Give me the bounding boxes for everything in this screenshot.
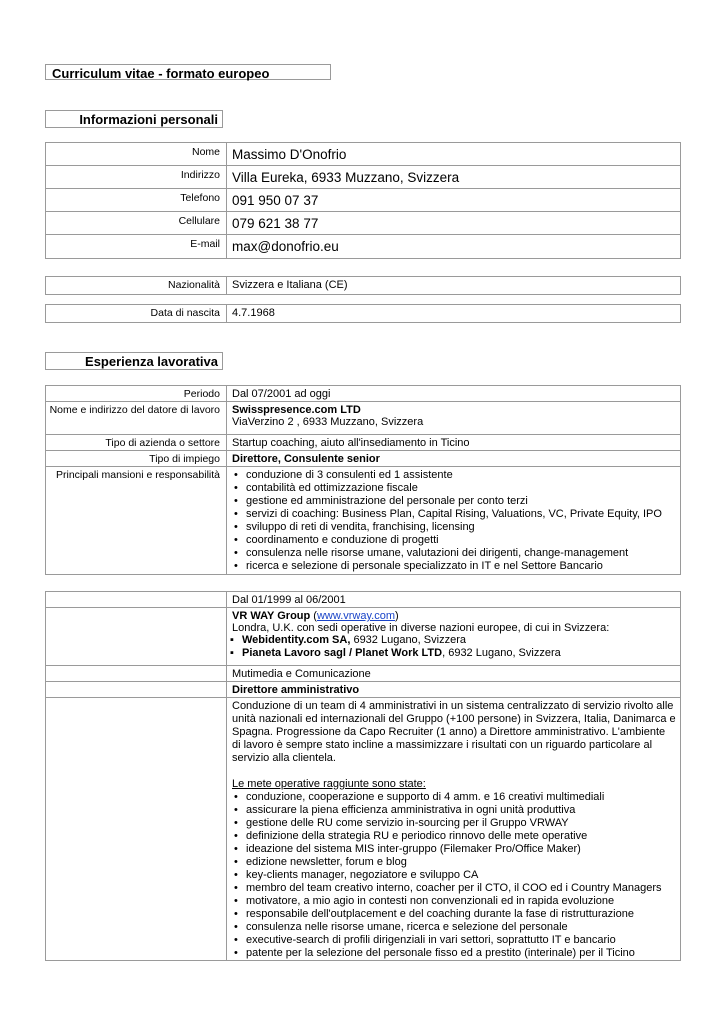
row-label: Tipo di azienda o settore [46, 435, 227, 451]
row-label: Nome [46, 143, 227, 166]
job1-sector-row [46, 435, 681, 451]
personal-row-mobile [46, 212, 681, 235]
job2-goals-list [232, 791, 676, 960]
personal-row-phone [46, 189, 681, 212]
job2-goals-title: Le mete operative raggiunte sono state: [232, 778, 426, 790]
list-item: • conduzione, cooperazione e supporto di 4 amm. e 16 creativi multimediali [246, 791, 676, 804]
list-item: • servizi di coaching: Business Plan, Capital Rising, Valuations, VC, Private Equity, IPO [246, 508, 680, 521]
job2-sector-row [46, 666, 681, 682]
section-heading-experience: Esperienza lavorativa [45, 352, 223, 370]
job1-duties-list [232, 469, 680, 573]
job2-description-row [46, 698, 681, 961]
job1-employer-address: ViaVerzino 2 , 6933 Muzzano, Svizzera [232, 416, 424, 428]
list-item: ▪ Webidentity.com SA, 6932 Lugano, Svizzera [242, 634, 680, 647]
list-item: • contabilità ed ottimizzazione fiscale [246, 482, 680, 495]
list-item: • gestione delle RU come servizio in-sourcing per il Gruppo VRWAY [246, 817, 676, 830]
job1-employer-row [46, 402, 681, 435]
row-label: Periodo [46, 386, 227, 402]
list-item: • sviluppo di reti di vendita, franchising, licensing [246, 521, 680, 534]
row-label: Telefono [46, 189, 227, 212]
job2-type: Direttore amministrativo [227, 682, 681, 698]
list-item: • ideazione del sistema MIS inter-gruppo (Filemaker Pro/Office Maker) [246, 843, 676, 856]
list-item: • patente per la selezione del personale fisso ed a prestito (interinale) per il Ticino [246, 947, 676, 960]
personal-row-address [46, 166, 681, 189]
job2-table [45, 591, 681, 961]
section-heading-personal: Informazioni personali [45, 110, 223, 128]
employer-website-link[interactable]: www.vrway.com [316, 610, 396, 622]
list-item: • responsabile dell'outplacement e del coaching durante la fase di ristrutturazione [246, 908, 676, 921]
job2-branches-list [232, 634, 680, 660]
list-item: • ricerca e selezione di personale specializzato in IT e nel Settore Bancario [246, 560, 680, 573]
job1-type-row [46, 451, 681, 467]
phone-value: 091 950 07 37 [227, 189, 681, 212]
birthdate-label: Data di nascita [46, 305, 227, 323]
address-value: Villa Eureka, 6933 Muzzano, Svizzera [227, 166, 681, 189]
document-title: Curriculum vitae - formato europeo [45, 64, 331, 80]
job2-employer-description: Londra, U.K. con sedi operative in diverse nazioni europee, di cui in Svizzera: [232, 622, 610, 634]
job1-employer-name: Swisspresence.com LTD [232, 404, 361, 416]
list-item: • definizione della strategia RU e periodico rinnovo delle mete operative [246, 830, 676, 843]
job1-sector: Startup coaching, aiuto all'insediamento in Ticino [227, 435, 681, 451]
nationality-label: Nazionalità [46, 277, 227, 295]
job1-period-row [46, 386, 681, 402]
row-label: Cellulare [46, 212, 227, 235]
list-item: • coordinamento e conduzione di progetti [246, 534, 680, 547]
personal-row-name [46, 143, 681, 166]
list-item: • consulenza nelle risorse umane, valutazioni dei dirigenti, change-management [246, 547, 680, 560]
job2-description: Conduzione di un team di 4 amministrativi in un sistema centralizzato di servizio rivolto alle unità nazionali ed internazionali del Gruppo (+100 persone) in Svizzera, Italia, Danimarca e Spagna. Progressione da Capo Recruiter (1 anno) a Direttore amministrativo. L'ambiente di lavoro è sempre stato incline a massimizzare i risultati con un riguardo particolare al servizio alla clientela. [232, 700, 676, 764]
list-item: • conduzione di 3 consulenti ed 1 assistente [246, 469, 680, 482]
job1-table [45, 385, 681, 575]
job2-sector: Mutimedia e Comunicazione [227, 666, 681, 682]
list-item: • gestione ed amministrazione del personale per conto terzi [246, 495, 680, 508]
job2-employer-row: VR WAY Group (www.vrway.com) Londra, U.K. con sedi operative in diverse nazioni europee, di cui in Svizzera: ▪ Webidentity.com SA, 6932 Lugano, Svizzera ▪ Pianeta Lavoro sagl / Planet Work LTD, 6932 Lugano, Svizzera [46, 608, 681, 666]
job2-type-row [46, 682, 681, 698]
personal-row-email [46, 235, 681, 259]
job2-period-row [46, 592, 681, 608]
job2-employer-name: VR WAY Group [232, 610, 311, 622]
birthdate-value: 4.7.1968 [227, 305, 681, 323]
list-item: ▪ Pianeta Lavoro sagl / Planet Work LTD, 6932 Lugano, Svizzera [242, 647, 680, 660]
name-value: Massimo D'Onofrio [227, 143, 681, 166]
row-label: Indirizzo [46, 166, 227, 189]
email-value: max@donofrio.eu [227, 235, 681, 259]
list-item: • motivatore, a mio agio in contesti non convenzionali ed in rapida evoluzione [246, 895, 676, 908]
nationality-table [45, 276, 681, 295]
job2-period: Dal 01/1999 al 06/2001 [227, 592, 681, 608]
nationality-value: Svizzera e Italiana (CE) [227, 277, 681, 295]
list-item: • executive-search di profili dirigenziali in vari settori, soprattutto IT e bancario [246, 934, 676, 947]
list-item: • assicurare la piena efficienza amministrativa in ogni unità produttiva [246, 804, 676, 817]
list-item: • key-clients manager, negoziatore e sviluppo CA [246, 869, 676, 882]
personal-info-table [45, 142, 681, 259]
row-label: Principali mansioni e responsabilità [46, 467, 227, 575]
list-item: • consulenza nelle risorse umane, ricerca e selezione del personale [246, 921, 676, 934]
list-item: • edizione newsletter, forum e blog [246, 856, 676, 869]
row-label: Tipo di impiego [46, 451, 227, 467]
job1-period: Dal 07/2001 ad oggi [227, 386, 681, 402]
row-label: E-mail [46, 235, 227, 259]
list-item: • membro del team creativo interno, coacher per il CTO, il COO ed i Country Managers [246, 882, 676, 895]
row-label: Nome e indirizzo del datore di lavoro [46, 402, 227, 435]
job1-type: Direttore, Consulente senior [227, 451, 681, 467]
mobile-value: 079 621 38 77 [227, 212, 681, 235]
job1-duties-row [46, 467, 681, 575]
birthdate-table [45, 304, 681, 323]
